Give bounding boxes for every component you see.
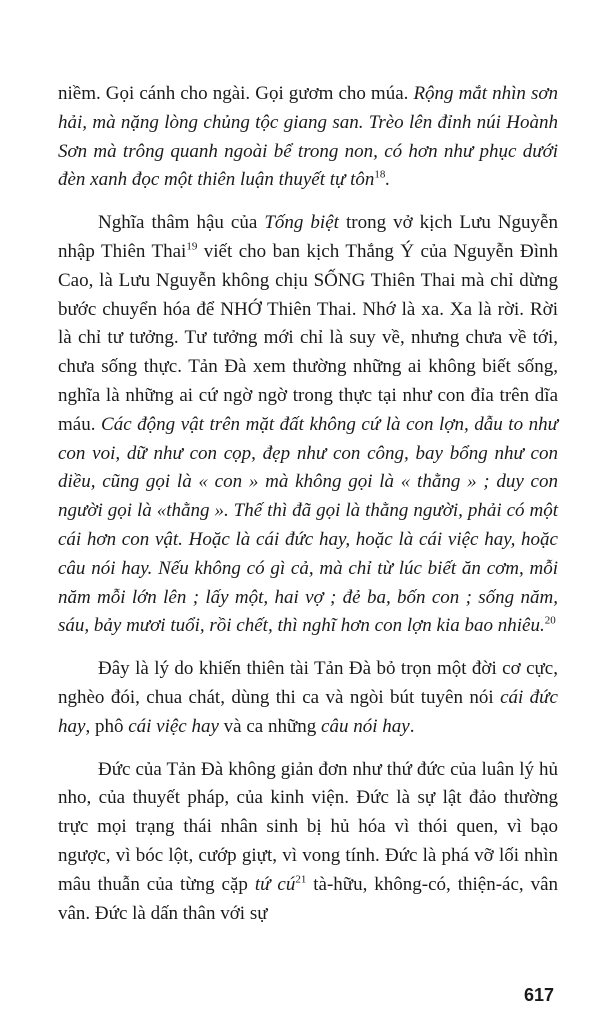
paragraph — [58, 655, 558, 741]
text-run: Đây là lý do khiến thiên tài Tản Đà bỏ trọn một đời cơ cực, nghèo đói, chua chát, dùng thi ca và ngòi bút tuyên nói — [58, 658, 558, 708]
paragraph — [58, 209, 558, 641]
italic-text: cái việc hay — [128, 715, 219, 737]
italic-text: tứ cú — [254, 873, 296, 895]
text-run: và ca những — [218, 715, 322, 737]
text-run: niềm. Gọi cánh cho ngài. Gọi gươm cho múa. — [58, 83, 414, 104]
paragraph — [58, 756, 558, 929]
text-run: , phô — [85, 715, 129, 737]
italic-text: Các động vật trên mặt đất không cứ là con lợn, dẫu to như con voi, dữ như con cọp, đẹp như con công, bay bổng như con diều, cũng gọi là « con » mà không gọi là « thằng » ; duy con người gọi là «thằng ». Thế thì đã gọi là thằng người, phải có một cái hơn con vật. Hoặc là cái đức hay, hoặc là cái việc hay, hoặc câu nói hay. Nếu không có gì cả, mà chỉ từ lúc biết ăn cơm, mỗi năm mỗi lớn lên ; lấy một, hai vợ ; đẻ ba, bốn con ; sống năm, sáu, bảy mươi tuổi, rồi chết, thì nghĩ hơn con lợn kia bao nhiêu. — [58, 413, 558, 637]
text-run: Đức của Tản Đà không giản đơn như thứ đức của luân lý hủ nho, của thuyết pháp, của kinh viện. Đức là sự lật đảo thường trực mọi trạng thái nhân sinh bị hủ hóa vì thói quen, vì bạo ngược, vì bóc lột, cướp giựt, vì vong tính. Đức là phá vỡ lối nhìn mâu thuẫn của từng cặp — [58, 758, 558, 895]
italic-text: Rộng mắt nhìn sơn hải, mà nặng lòng chủng tộc giang san. Trèo lên đỉnh núi Hoành Sơn mà trông quanh ngoài bể trong non, có hơn như phục dưới đèn xanh đọc một thiên luận thuyết tự tôn — [58, 83, 558, 191]
footnote-ref: 18 — [374, 169, 386, 182]
text-run: Nghĩa thâm hậu của — [98, 212, 265, 234]
text-run: . — [409, 715, 415, 737]
italic-text: Tống biệt — [264, 212, 339, 234]
text-run: tà-hữu, không-có, thiện-ác, vân vân. Đức là dấn thân với sự — [58, 873, 558, 924]
footnote-ref: 21 — [295, 873, 307, 886]
text-run: viết cho ban kịch Thắng Ý của Nguyễn Đình Cao, là Lưu Nguyễn không chịu SỐNG Thiên Thai mà chỉ dừng bước chuyển hóa để NHỚ Thiên Thai. Nhớ là xa. Xa là rời. Rời là chỉ tư tưởng. Tư tưởng mới chỉ là suy về, nhưng chưa về tới, chưa sống thực. Tản Đà xem thường những ai không biết sống, nghĩa là những ai cứ ngờ ngờ trong thực tại như con đỉa trên dĩa máu. — [58, 240, 558, 435]
footnote-ref: 20 — [544, 615, 556, 628]
italic-text: câu nói hay — [321, 715, 410, 737]
footnote-ref: 19 — [186, 240, 198, 253]
paragraph — [58, 80, 558, 195]
text-run: trong vở kịch Lưu Nguyễn nhập Thiên Thai — [58, 212, 558, 262]
italic-text: . — [385, 169, 391, 191]
italic-text: cái đức hay — [58, 686, 558, 737]
page-number: 617 — [524, 985, 555, 1005]
body-text — [58, 80, 558, 928]
